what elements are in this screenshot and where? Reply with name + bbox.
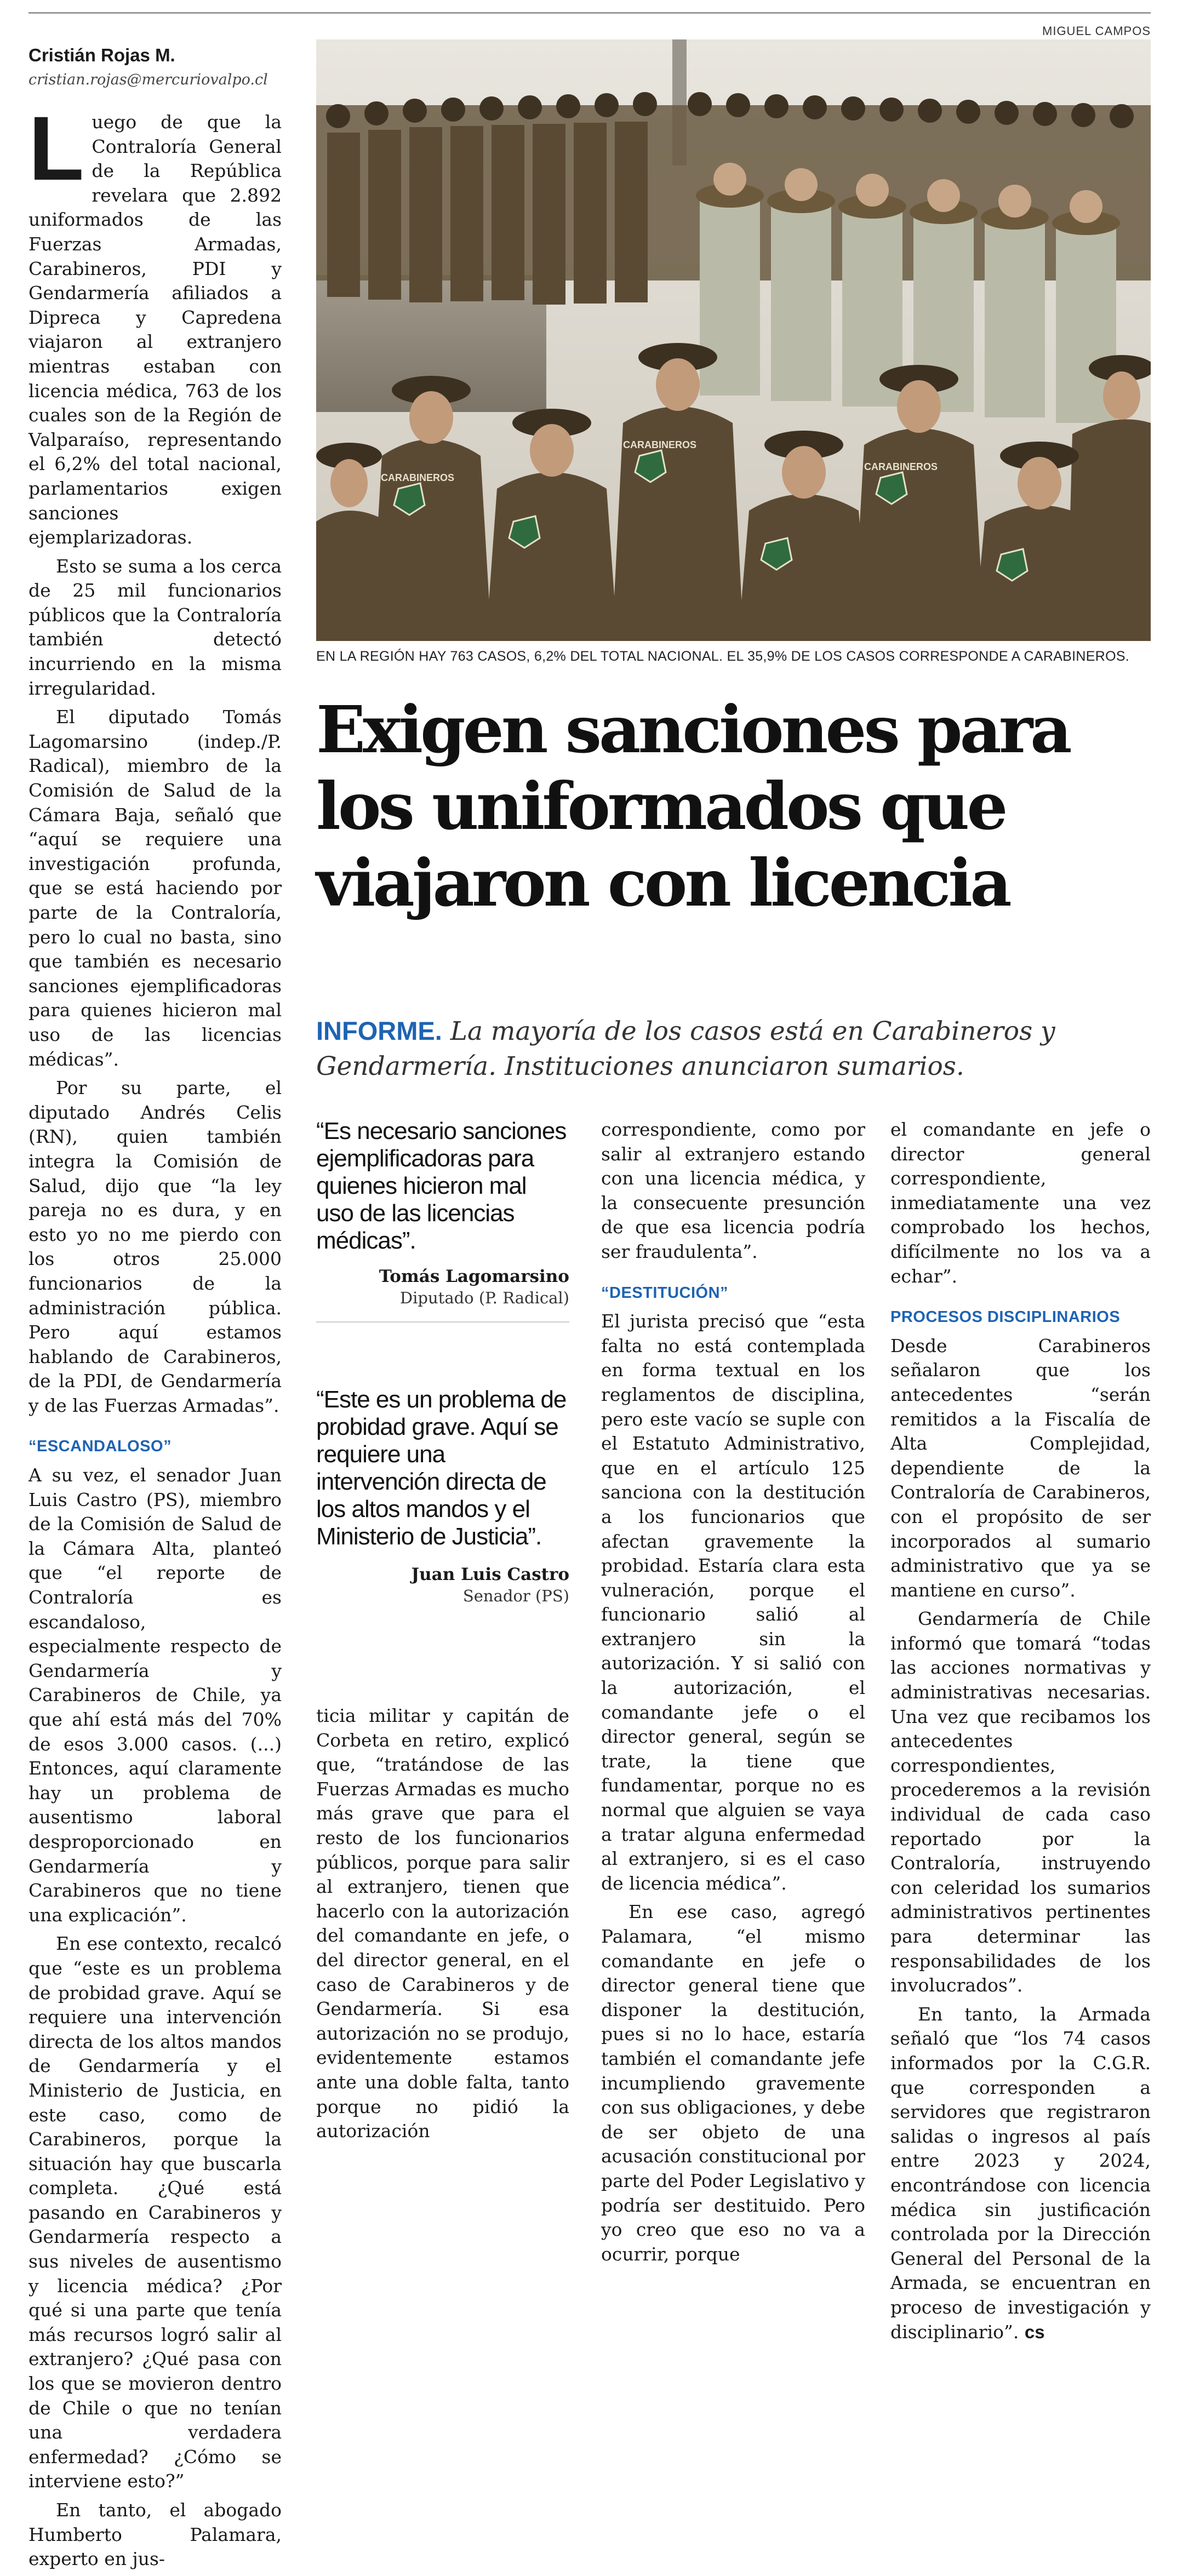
article-body-col4 <box>890 1118 1151 2349</box>
subhead-procesos: PROCESOS DISCIPLINARIOS <box>890 1308 1121 1326</box>
news-photo <box>316 39 1151 641</box>
headline <box>316 691 1151 921</box>
top-rule <box>28 12 1151 14</box>
paragraph: ticia militar y capitán de Corbeta en retiro, explicó que, “tratándose de las Fuerzas Armadas es mucho más grave que para el resto de los funcionarios públicos, porque para salir al extranjero, tienen que hacerlo con la autorización del comandante en jefe, o del director general, en el caso de Carabineros y de Gendarmería. Si esa autorización no se produjo, evidentemente estamos ante una doble falta, tanto porque no pidió la autorización <box>316 1705 569 2142</box>
paragraph: En ese caso, agregó Palamara, “el mismo comandante en jefe o director general tiene que disponer la destitución, pues si no lo hace, estaría también el comandante jefe incumpliendo gravemente con sus obligaciones, y debe de ser objeto de una acusación constitucional por parte del Poder Legislativo y podría ser destituido. Pero yo creo que eso no va a ocurrir, porque <box>601 1901 865 2265</box>
photo-caption: EN LA REGIÓN HAY 763 CASOS, 6,2% DEL TOTAL NACIONAL. EL 35,9% DE LOS CASOS CORRESPONDE A CARABINEROS. <box>316 649 1130 664</box>
headline-line: los uniformados que <box>316 768 1005 844</box>
pull-quote <box>316 1386 569 1619</box>
subhead-escandaloso: “ESCANDALOSO” <box>28 1438 172 1456</box>
quote-name: Tomás Lagomarsino <box>379 1267 569 1286</box>
shoulder-patch-label: CARABINEROS <box>864 461 938 472</box>
byline-author: Cristián Rojas M. <box>28 45 175 65</box>
drop-cap: L <box>28 98 84 199</box>
deck-text: La mayoría de los casos está en Carabineros y Gendarmería. Instituciones anunciaron sumarios. <box>316 1016 1055 1081</box>
paragraph: Esto se suma a los cerca de 25 mil funcionarios públicos que la Contraloría también detectó incurriendo en la misma irregularidad. <box>28 555 282 699</box>
left-column <box>28 45 282 2576</box>
paragraph: El diputado Tomás Lagomarsino (indep./P. Radical), miembro de la Comisión de Salud de la Cámara Baja, señaló que “aquí se requiere una investigación profunda, que se está haciendo por parte de la Contraloría, pero lo cual no basta, sino que también es necesario sanciones ejemplificadoras para quienes hicieron mal uso de las licencias médicas”. <box>28 706 282 1070</box>
end-mark-icon: cs <box>1024 2321 1045 2342</box>
paragraph: A su vez, el senador Juan Luis Castro (PS), miembro de la Comisión de Salud de la Cámara Alta, planteó que “el reporte de Contraloría es escandaloso, especialmente respecto de Gendarmería y Carabineros de Chile, ya que ahí está más del 70% de esos 3.000 casos. (...) Entonces, aquí claramente hay un problema de ausentismo laboral desproporcionado en Gendarmería y Carabineros que no tiene una explicación”. <box>28 1464 282 1926</box>
article-body-col3 <box>601 1118 865 2271</box>
paragraph: Desde Carabineros señalaron que los antecedentes “serán remitidos a la Fiscalía de Alta Complejidad, dependiente de la Contraloría de Carabineros, con el propósito de ser incorporados al sumario administrativo que ya se mantiene en curso”. <box>890 1335 1151 1601</box>
article-body-col2 <box>316 1704 569 2148</box>
headline-line: viajaron con licencia <box>316 845 1009 921</box>
quote-role: Diputado (P. Radical) <box>399 1289 569 1307</box>
byline-email[interactable]: cristian.rojas@mercuriovalpo.cl <box>28 71 268 88</box>
quote-role: Senador (PS) <box>462 1587 569 1605</box>
lead-paragraph: Luego de que la Contraloría General de la República revelara que 2.892 uniformados de las Fuerzas Armadas, Carabineros, PDI y Gendarmería afiliados a Dipreca y Capredena viajaron al extranjero mientras estaban con licencia médica, 763 de los cuales son de la Región de Valparaíso, representando el 6,2% del total nacional, parlamentarios exigen sanciones ejemplarizadoras. <box>28 98 282 548</box>
article-body-left <box>28 98 282 2572</box>
paragraph: Gendarmería de Chile informó que tomará “todas las acciones normativas y administrativas necesarias. Una vez que recibamos los antecedentes correspondientes, procederemos a la revisión individual de cada caso reportado por la Contraloría, instruyendo con celeridad los sumarios administrativos pertinentes para determinar las responsabilidades de los involucrados”. <box>890 1608 1151 1996</box>
shoulder-patch-label: CARABINEROS <box>623 439 697 450</box>
paragraph: Por su parte, el diputado Andrés Celis (RN), quien también integra la Comisión de Salud, dijo que “la ley pareja no es dura, y en esto yo no me pierdo con los otros 25.000 funcionarios de la administración pública. Pero aquí estamos hablando de Carabineros, de la PDI, de Gendarmería y de las Fuerzas Armadas”. <box>28 1077 282 1416</box>
deck-kicker: INFORME. <box>316 1016 442 1045</box>
paragraph: correspondiente, como por salir al extranjero estando con una licencia médica, y la consecuente presunción de que esa licencia podría ser fraudulenta”. <box>601 1119 865 1262</box>
paragraph: En tanto, la Armada señaló que “los 74 casos informados por la C.G.R. que corresponden a servidores que registraron salidas o ingresos al país entre 2023 y 2024, encontrándose con licencia médica sin justificación controlada por la Dirección General del Personal de la Armada, se encuentran en proceso de investigación y disciplinario”. cs <box>890 2003 1151 2343</box>
paragraph: el comandante en jefe o director general correspondiente, inmediatamente una vez comprobado los hechos, difícilmente no los va a echar”. <box>890 1119 1151 1287</box>
carabineros-formation-illustration <box>316 39 1151 641</box>
quote-text: “Este es un problema de probidad grave. Aquí se requiere una intervención directa de los altos mandos y el Ministerio de Justicia”. <box>316 1386 567 1550</box>
photo-credit: MIGUEL CAMPOS <box>1042 24 1151 38</box>
shoulder-patch-label: CARABINEROS <box>381 472 455 483</box>
paragraph: El jurista precisó que “esta falta no está contemplada en forma textual en los reglamentos de disciplina, pero este vacío se suple con el Estatuto Administrativo, que en el artículo 125 sanciona con la destitución a los funcionarios que afectan gravemente la probidad. Estaría clara esta vulneración, porque el funcionario salió al extranjero sin la autorización. Y si salió con la autorización, el comandante jefe o el director general, según se trate, la tiene que fundamentar, porque no es normal que alguien se vaya a tratar alguna enfermedad al extranjero, si es el caso de licencia médica”. <box>601 1310 865 1894</box>
pull-quote <box>316 1118 569 1323</box>
subhead-destitucion: “DESTITUCIÓN” <box>601 1284 729 1302</box>
paragraph: En ese contexto, recalcó que “este es un problema de probidad grave. Aquí se requiere una intervención directa de los altos mandos de Gendarmería y el Ministerio de Justicia, en este caso, como de Carabineros, porque la situación hay que buscarla completa. ¿Qué está pasando en Carabineros y Gendarmería respecto a sus niveles de ausentismo y licencia médica? ¿Por qué si una parte que tenía más recursos logró salir al extranjero? ¿Qué pasa con los que se movieron dentro de Chile o que no tenían una verdadera enfermedad? ¿Cómo se interviene esto?” <box>28 1933 282 2492</box>
quote-text: “Es necesario sanciones ejemplificadoras para quienes hicieron mal uso de las licencias médicas”. <box>316 1118 567 1254</box>
deck <box>316 1014 1151 1084</box>
headline-line: Exigen sanciones para <box>316 691 1070 768</box>
quote-name: Juan Luis Castro <box>411 1565 569 1584</box>
pull-quotes <box>316 1118 569 1619</box>
paragraph: En tanto, el abogado Humberto Palamara, experto en jus- <box>28 2499 282 2570</box>
